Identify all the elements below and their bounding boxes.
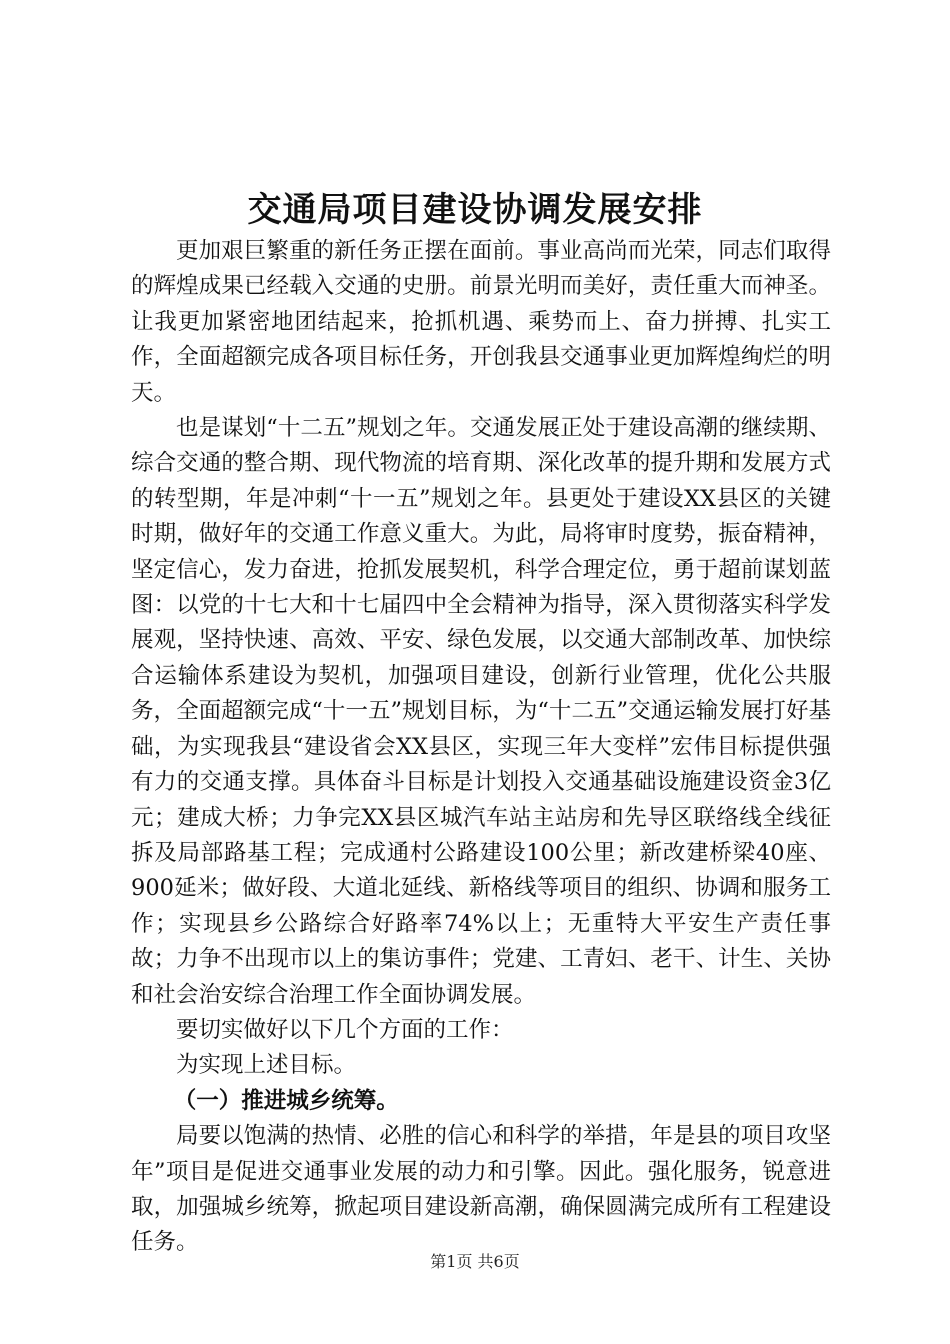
document-title: 交通局项目建设协调发展安排: [247, 190, 703, 230]
paragraph-3: 要切实做好以下几个方面的工作：: [176, 1016, 514, 1043]
section-heading: （一）推进城乡统筹。: [173, 1087, 399, 1114]
paragraph-2: 也是谋划“十二五”规划之年。交通发展正处于建设高潮的继续期、综合交通的整合期、现代物流的培育期、深化改革的提升期和发展方式的转型期，年是冲刺“十一五”规划之年。县更处于建设XX县区的关键时期，做好年的交通工作意义重大。为此，局将审时度势，振奋精神，坚定信心，发力奋进，抢抓发展契机，科学合理定位，勇于超前谋划蓝图：以党的十七大和十七届四中全会精神为指导，深入贯彻落实科学发展观，坚持快速、高效、平安、绿色发展，以交通大部制改革、加快综合运输体系建设为契机，加强项目建设，创新行业管理，优化公共服务，全面超额完成“十一五”规划目标，为“十二五”交通运输发展打好基础，为实现我县“建设省会XX县区，实现三年大变样”宏伟目标提供强有力的交通支撑。具体奋斗目标是计划投入交通基础设施建设资金3亿元；建成大桥；力争完XX县区城汽车站主站房和先导区联络线全线征拆及局部路基工程；完成通村公路建设100公里；新改建桥梁40座、900延米；做好段、大道北延线、新格线等项目的组织、协调和服务工作；实现县乡公路综合好路率74%以上；无重特大平安生产责任事故；力争不出现市以上的集访事件；党建、工青妇、老干、计生、关协和社会治安综合治理工作全面协调发展。: [131, 415, 831, 1008]
paragraph-4: 为实现上述目标。: [176, 1052, 357, 1079]
document-body: [131, 234, 831, 1261]
paragraph-1: 更加艰巨繁重的新任务正摆在面前。事业高尚而光荣，同志们取得的辉煌成果已经载入交通的史册。前景光明而美好，责任重大而神圣。让我更加紧密地团结起来，抢抓机遇、乘势而上、奋力拼搏、扎实工作，全面超额完成各项目标任务，开创我县交通事业更加辉煌绚烂的明天。: [131, 238, 831, 406]
page-footer: 第1页 共6页: [430, 1252, 520, 1271]
section-paragraph: 局要以饱满的热情、必胜的信心和科学的举措，年是县的项目攻坚年”项目是促进交通事业发展的动力和引擎。因此。强化服务，锐意进取，加强城乡统筹，掀起项目建设新高潮，确保圆满完成所有工程建设任务。: [131, 1123, 831, 1256]
